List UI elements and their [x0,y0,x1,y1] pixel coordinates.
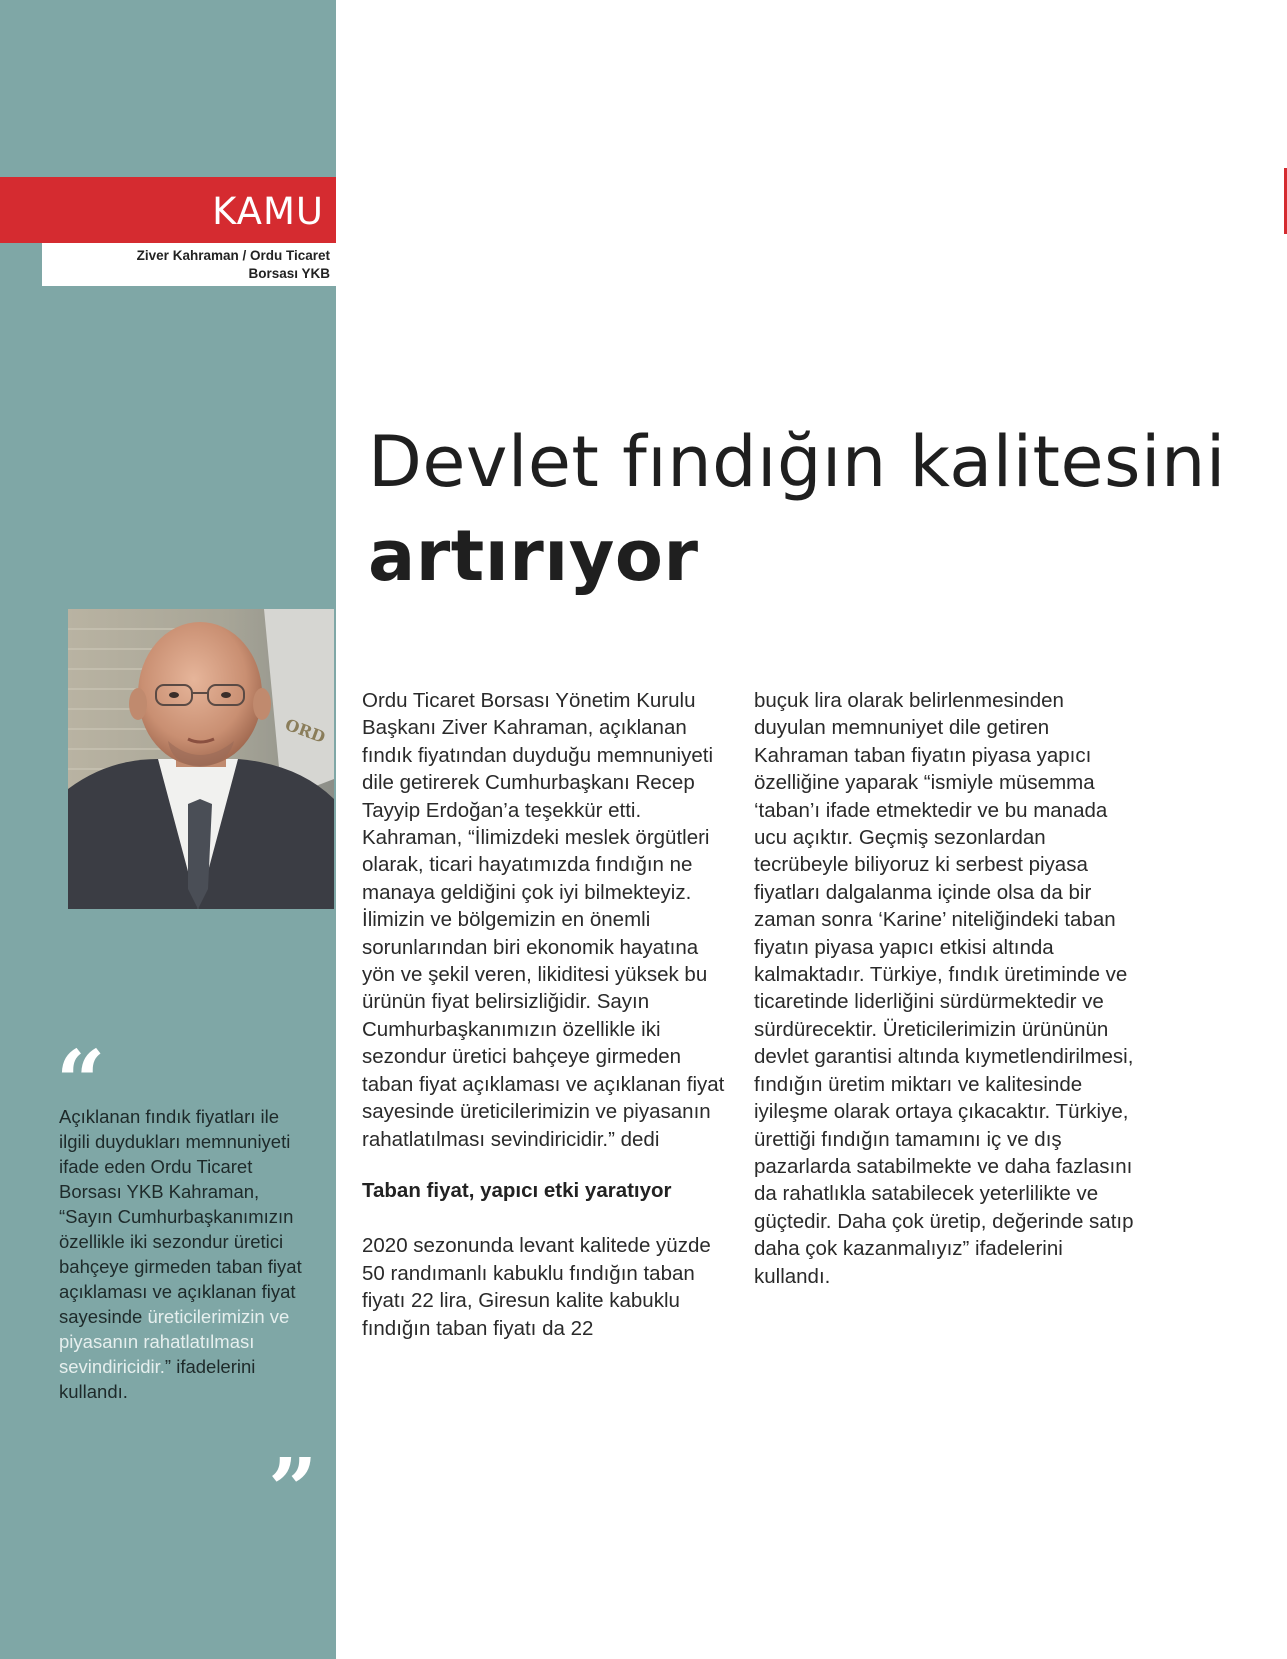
pull-quote-highlight: üreticilerimizin ve piyasanın rahatlatılması sevindiricidir. [59,1306,290,1377]
byline [42,243,336,286]
pull-quote-text: Açıklanan fındık fiyatları ile ilgili duydukları memnuniyeti ifade eden Ordu Ticaret Borsası YKB Kahraman, “Sayın Cumhurbaşkanımızın özellikle iki sezondur üretici bahçeye girmeden taban fiyat açıklaması ve açıklanan fiyat sayesinde [59,1106,302,1327]
section-banner [0,177,336,243]
portrait-illustration [68,609,334,909]
close-quote-icon: ” [268,1440,318,1541]
headline [368,415,1248,603]
open-quote-icon: “ [56,1032,106,1133]
article-column-2 [754,687,1134,1290]
portrait-photo [68,609,334,909]
pull-quote [59,1104,309,1404]
byline-line-2: Borsası YKB [248,266,330,281]
section-label: KAMU [212,190,324,233]
headline-regular: Devlet fındığın kalitesini [368,421,1226,503]
byline-line-1: Ziver Kahraman / Ordu Ticaret [136,248,330,263]
headline-bold: artırıyor [368,515,699,597]
article-paragraph: 2020 sezonunda levant kalitede yüzde 50 randımanlı kabuklu fındığın taban fiyatı 22 lira, Giresun kalite kabuklu fındığın taban fiyatı da 22 [362,1234,711,1340]
article-column-1 [362,687,734,1342]
article-paragraph: buçuk lira olarak belirlenmesinden duyulan memnuniyet dile getiren Kahraman taban fiyatın piyasa yapıcı özelliğine yaparak “ismiyle müsemma ‘taban’ı ifade etmektedir ve bu manada ucu açıktır. Geçmiş sezonlardan tecrübeyle biliyoruz ki serbest piyasa fiyatları dalgalanma içinde olsa da bir zaman sonra ‘Karine’ niteliğindeki taban fiyatın piyasa yapıcı etkisi altında kalmaktadır. Türkiye, fındık üretiminde ve ticaretinde liderliğini sürdürmektedir ve sürdürecektir. Üreticilerimizin ürününün devlet garantisi altında kıymetlendirilmesi, fındığın üretim miktarı ve kalitesinde iyileşme olarak ortaya çıkacaktır. Türkiye, ürettiği fındığın tamamını iç ve dış pazarlarda satabilmekte ve daha fazlasını da rahatlıkla satabilecek yeterlilikte ve güçtedir. Daha çok üretip, değerinde satıp daha çok kazanmalıyız” ifadelerini kullandı. [754,689,1134,1288]
article-subheading: Taban fiyat, yapıcı etki yaratıyor [362,1178,672,1202]
article-paragraph: Ordu Ticaret Borsası Yönetim Kurulu Başkanı Ziver Kahraman, açıklanan fındık fiyatından duyduğu memnuniyeti dile getirerek Cumhurbaşkanı Recep Tayyip Erdoğan’a teşekkür etti. Kahraman, “İlimizdeki meslek örgütleri olarak, ticari hayatımızda fındığın ne manaya geldiğini çok iyi bilmekteyiz. İlimizin ve bölgemizin en önemli sorunlarından biri ekonomik hayatına yön ve şekil veren, likiditesi yüksek bu ürünün fiyat belirsizliğidir. Sayın Cumhurbaşkanımızın özellikle iki sezondur üretici bahçeye girmeden taban fiyat açıklaması ve açıklanan fiyat sayesinde üreticilerimizin ve piyasanın rahatlatılması sevindiricidir.” dedi [362,689,725,1151]
pull-quote-ending: ” ifadelerini kullandı. [59,1356,256,1402]
flag-text: ORD [282,714,328,747]
